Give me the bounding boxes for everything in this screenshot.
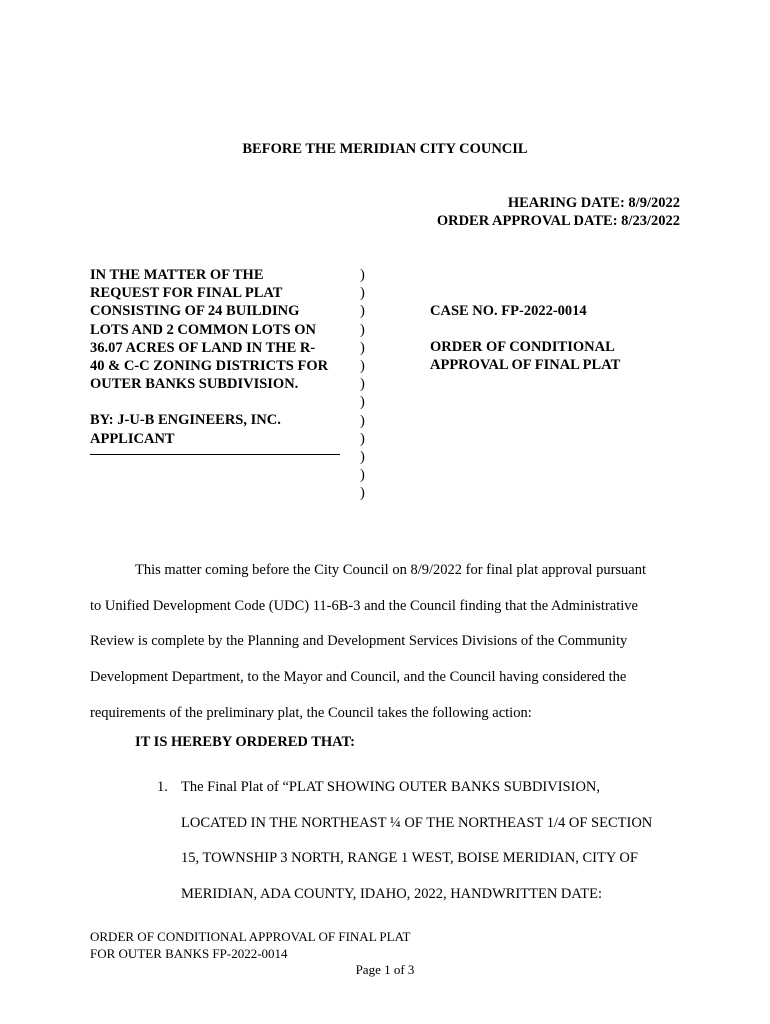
caption-line: REQUEST FOR FINAL PLAT bbox=[90, 285, 283, 302]
document-heading: BEFORE THE MERIDIAN CITY COUNCIL bbox=[242, 141, 528, 157]
hearing-date: HEARING DATE: 8/9/2022 bbox=[507, 195, 680, 211]
caption-paren: ) bbox=[360, 485, 365, 502]
hearing-dates-block bbox=[437, 194, 680, 230]
order-item-line: The Final Plat of “PLAT SHOWING OUTER BANKS SUBDIVISION, bbox=[181, 779, 601, 795]
order-title-line: APPROVAL OF FINAL PLAT bbox=[430, 357, 621, 373]
order-item-text bbox=[181, 770, 691, 913]
caption-parentheses-column bbox=[360, 266, 365, 502]
caption-line: CONSISTING OF 24 BUILDING bbox=[90, 303, 300, 320]
caption-line: 36.07 ACRES OF LAND IN THE R- bbox=[90, 339, 316, 356]
page-footer bbox=[90, 929, 410, 962]
caption-paren: ) bbox=[360, 321, 365, 338]
body-line: This matter coming before the City Council on 8/9/2022 for final plat approval pursuant bbox=[135, 562, 647, 578]
applicant-by: BY: J-U-B ENGINEERS, INC. bbox=[90, 412, 281, 429]
caption-paren: ) bbox=[360, 448, 365, 465]
caption-paren: ) bbox=[360, 267, 365, 283]
page-number: Page 1 of 3 bbox=[355, 962, 415, 977]
case-caption-matter bbox=[90, 266, 345, 455]
caption-paren: ) bbox=[360, 412, 365, 429]
body-line: Review is complete by the Planning and Development Services Divisions of the Community bbox=[90, 633, 628, 650]
caption-paren: ) bbox=[360, 303, 365, 320]
body-line: to Unified Development Code (UDC) 11-6B-3 and the Council finding that the Administrative bbox=[90, 597, 638, 614]
order-item-number: 1. bbox=[157, 779, 168, 795]
order-item-line: 15, TOWNSHIP 3 NORTH, RANGE 1 WEST, BOISE MERIDIAN, CITY OF bbox=[181, 850, 638, 867]
caption-line: 40 & C-C ZONING DISTRICTS FOR bbox=[90, 358, 329, 375]
body-line: requirements of the preliminary plat, the Council takes the following action: bbox=[90, 704, 532, 721]
caption-paren: ) bbox=[360, 376, 365, 393]
caption-paren: ) bbox=[360, 285, 365, 302]
caption-paren: ) bbox=[360, 430, 365, 447]
case-caption-right bbox=[430, 302, 620, 374]
order-approval-date: ORDER APPROVAL DATE: 8/23/2022 bbox=[436, 213, 680, 229]
case-number: CASE NO. FP-2022-0014 bbox=[430, 303, 587, 319]
caption-paren: ) bbox=[360, 467, 365, 484]
order-title-line: ORDER OF CONDITIONAL bbox=[430, 339, 615, 355]
footer-line: FOR OUTER BANKS FP-2022-0014 bbox=[90, 945, 288, 961]
order-item-line: MERIDIAN, ADA COUNTY, IDAHO, 2022, HANDWRITTEN DATE: bbox=[181, 886, 603, 903]
applicant-label: APPLICANT bbox=[90, 430, 175, 447]
caption-rule bbox=[90, 454, 340, 455]
caption-paren: ) bbox=[360, 339, 365, 356]
caption-line: OUTER BANKS SUBDIVISION. bbox=[90, 376, 299, 393]
ordered-heading: IT IS HEREBY ORDERED THAT: bbox=[135, 734, 355, 750]
caption-line: IN THE MATTER OF THE bbox=[90, 267, 264, 283]
order-item-line: LOCATED IN THE NORTHEAST ¼ OF THE NORTHEAST 1/4 OF SECTION bbox=[181, 814, 653, 831]
footer-line: ORDER OF CONDITIONAL APPROVAL OF FINAL PLAT bbox=[90, 929, 411, 944]
caption-paren: ) bbox=[360, 357, 365, 374]
body-paragraph bbox=[90, 553, 680, 732]
body-line: Development Department, to the Mayor and Council, and the Council having considered the bbox=[90, 669, 627, 686]
caption-paren: ) bbox=[360, 394, 365, 411]
caption-line: LOTS AND 2 COMMON LOTS ON bbox=[90, 321, 316, 338]
